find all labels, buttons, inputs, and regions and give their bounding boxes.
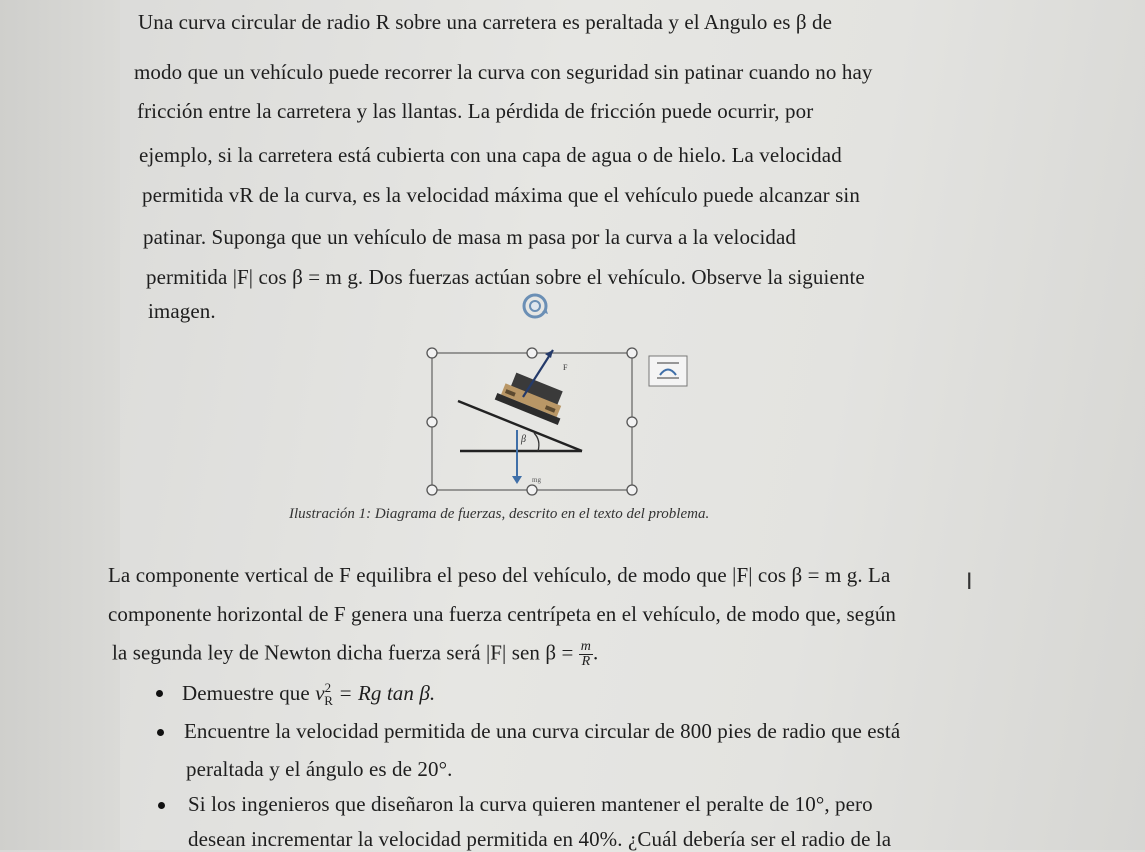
text-line: La componente vertical de F equilibra el peso del vehículo, de modo que |F| cos β = m g. La bbox=[108, 563, 891, 587]
text-segment: v bbox=[315, 681, 325, 705]
text-line: patinar. Suponga que un vehículo de masa m pasa por la curva a la velocidad bbox=[143, 225, 797, 249]
vehicle-drawing bbox=[495, 369, 570, 425]
force-label: F bbox=[563, 363, 568, 372]
fraction-m-over-r bbox=[579, 640, 593, 669]
text-line: modo que un vehículo puede recorrer la curva con seguridad sin patinar cuando no hay bbox=[134, 60, 873, 84]
page-margin bbox=[0, 0, 120, 850]
text-segment: la segunda ley de Newton dicha fuerza será |F| sen β = bbox=[112, 640, 574, 665]
bullet-dot bbox=[158, 802, 165, 809]
weight-label: mg bbox=[532, 476, 541, 484]
superscript: 2 bbox=[324, 680, 332, 695]
subscript: R bbox=[324, 693, 333, 709]
list-item: Encuentre la velocidad permitida de una curva circular de 800 pies de radio que está bbox=[184, 719, 901, 743]
resize-handles[interactable] bbox=[427, 348, 637, 495]
bullet-dot bbox=[156, 690, 163, 697]
text-line: fricción entre la carretera y las llantas. La pérdida de fricción puede ocurrir, por bbox=[137, 99, 814, 123]
text-segment: = Rg tan β. bbox=[333, 681, 436, 705]
force-diagram-figure[interactable] bbox=[410, 290, 700, 500]
text-line: la segunda ley de Newton dicha fuerza será |F| sen β = $\frac{m}{R}$ . bbox=[112, 639, 599, 669]
fraction-numerator: m bbox=[580, 639, 591, 654]
text-line: Una curva circular de radio R sobre una carretera es peraltada y el Angulo es β de bbox=[138, 10, 833, 34]
list-item bbox=[182, 680, 435, 709]
text-line: componente horizontal de F genera una fuerza centrípeta en el vehículo, de modo que, según bbox=[108, 602, 897, 626]
fraction-denominator: R bbox=[581, 654, 591, 669]
text-line: permitida |F| cos β = m g. Dos fuerzas actúan sobre el vehículo. Observe la siguiente bbox=[146, 265, 865, 289]
list-item: Si los ingenieros que diseñaron la curva quieren mantener el peralte de 10°, pero bbox=[188, 792, 873, 816]
force-diagram-svg bbox=[410, 290, 700, 500]
layout-options-icon[interactable] bbox=[649, 356, 687, 386]
beta-label: β bbox=[521, 434, 526, 445]
text-segment: Demuestre que bbox=[182, 681, 316, 705]
list-item-continuation: peraltada y el ángulo es de 20°. bbox=[186, 757, 453, 781]
list-item-continuation: desean incrementar la velocidad permitida en 40%. ¿Cuál debería ser el radio de la bbox=[188, 827, 892, 851]
weight-arrow-head bbox=[512, 476, 522, 484]
text-line: imagen. bbox=[148, 299, 216, 323]
bullet-dot bbox=[157, 729, 164, 736]
text-line: ejemplo, si la carretera está cubierta con una capa de agua o de hielo. La velocidad bbox=[139, 143, 842, 167]
rotate-handle-icon[interactable] bbox=[524, 295, 548, 317]
text-cursor-icon: I bbox=[966, 570, 973, 595]
selection-frame bbox=[432, 353, 632, 490]
text-line: permitida vR de la curva, es la velocidad máxima que el vehículo puede alcanzar sin bbox=[142, 183, 860, 207]
figure-caption: Ilustración 1: Diagrama de fuerzas, descrito en el texto del problema. bbox=[289, 506, 710, 522]
